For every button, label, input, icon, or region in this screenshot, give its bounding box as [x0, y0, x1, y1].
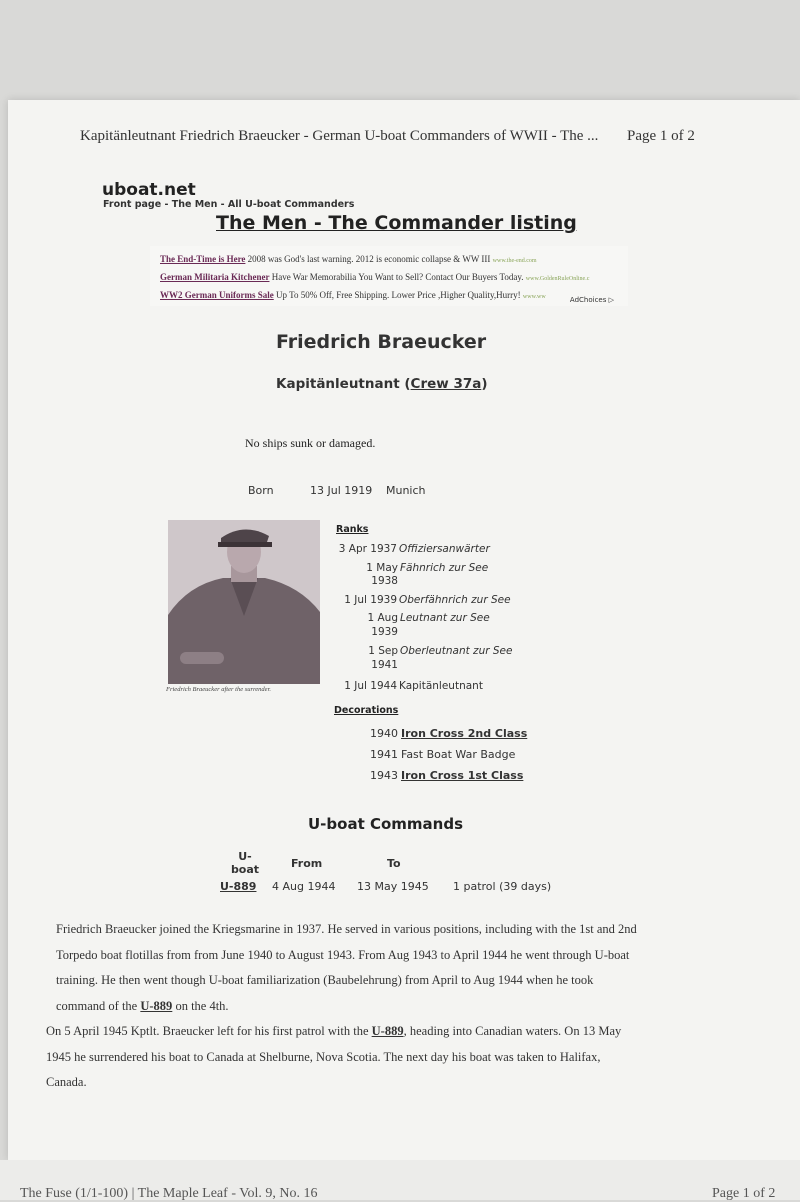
rank-title: Oberfähnrich zur See: [399, 594, 511, 606]
decoration-year: 1940: [370, 727, 398, 740]
breadcrumb[interactable]: Front page - The Men - All U-boat Commanders: [103, 199, 355, 210]
ad-url[interactable]: www.the-end.com: [492, 258, 537, 264]
ad-link[interactable]: The End-Time is Here: [160, 254, 246, 264]
bio-line: training. He then went though U-boat familiarization (Baubelehrung) from April to Aug 1944 when he took: [56, 973, 594, 987]
bio-line: [46, 1019, 736, 1045]
bio-paragraph-1: [56, 917, 746, 1019]
rank-date-year: 1941: [371, 659, 398, 671]
ships-status: No ships sunk or damaged.: [245, 436, 376, 450]
bio-text: , heading into Canadian waters. On 13 May: [403, 1024, 622, 1038]
uboat-link[interactable]: U-889: [220, 880, 257, 893]
adchoices-icon[interactable]: AdChoices ▷: [569, 296, 614, 304]
ad-link[interactable]: WW2 German Uniforms Sale: [160, 290, 274, 300]
ranks-heading: Ranks: [336, 524, 369, 535]
page-heading: The Men - The Commander listing: [216, 212, 577, 234]
ad-item[interactable]: [160, 272, 589, 282]
born-date: 13 Jul 1919: [310, 484, 373, 497]
uboat-link[interactable]: U-889: [371, 1024, 404, 1038]
bio-text: on the 4th.: [172, 998, 229, 1013]
bio-line: Torpedo boat flotillas from from June 1940 to August 1943. From Aug 1943 to April 1944 he went through U-boat: [56, 947, 630, 962]
ad-text: 2008 was God's last warning. 2012 is economic collapse & WW III: [247, 254, 491, 264]
command-patrols: 1 patrol (39 days): [453, 880, 552, 893]
col-header-to: To: [387, 857, 401, 870]
bio-line: [56, 994, 746, 1020]
commander-photo: [168, 520, 320, 684]
rank-date: 1 Sep: [368, 645, 398, 657]
decoration-year: 1943: [370, 769, 398, 782]
rank-title: Kapitänleutnant: [399, 680, 483, 692]
rank-date: 1 May: [366, 562, 398, 574]
rank-date-year: 1938: [371, 575, 398, 587]
ad-block: [150, 246, 628, 306]
rank-date: 3 Apr 1937: [338, 543, 397, 555]
decoration-year: 1941: [370, 748, 398, 761]
decorations-heading: Decorations: [334, 705, 399, 716]
bio-line: Friedrich Braeucker joined the Kriegsmarine in 1937. He served in various positions, including with the 1st and 2nd: [56, 922, 637, 936]
bio-line: Canada.: [46, 1075, 87, 1089]
print-header-title: Kapitänleutnant Friedrich Braeucker - German U-boat Commanders of WWII - The ...: [80, 128, 599, 144]
rank-title: Fähnrich zur See: [400, 562, 489, 574]
photo-caption: Friedrich Braeucker after the surrender.: [166, 686, 271, 693]
rank-label: Kapitänleutnant (: [276, 376, 411, 392]
bio-text: command of the: [56, 998, 141, 1013]
col-header-uboat-2: boat: [230, 863, 260, 876]
underlying-page: [0, 1160, 800, 1200]
rank-suffix: ): [481, 376, 488, 392]
ad-url[interactable]: www.GoldenRuleOnline.c: [525, 276, 590, 282]
rank-date: 1 Jul 1944: [344, 680, 397, 692]
ad-text: Have War Memorabilia You Want to Sell? Contact Our Buyers Today.: [271, 272, 524, 282]
col-header-uboat: U-: [238, 850, 252, 863]
ad-link[interactable]: German Militaria Kitchener: [160, 272, 270, 282]
col-header-from: From: [291, 857, 323, 870]
commands-heading: U-boat Commands: [308, 815, 464, 833]
rank-title: Oberleutnant zur See: [400, 645, 513, 657]
site-logo[interactable]: uboat.net: [102, 180, 196, 200]
ad-text: Up To 50% Off, Free Shipping. Lower Price ,Higher Quality,Hurry!: [276, 290, 521, 300]
decoration-link[interactable]: Iron Cross 2nd Class: [401, 727, 528, 740]
print-header-page: Page 1 of 2: [627, 128, 695, 144]
decoration-link[interactable]: Iron Cross 1st Class: [401, 769, 524, 782]
born-label: Born: [248, 484, 274, 497]
uboat-link[interactable]: U-889: [140, 998, 173, 1013]
underlying-page-text: The Fuse (1/1-100) | The Maple Leaf - Vol. 9, No. 16: [20, 1186, 318, 1201]
command-from: 4 Aug 1944: [272, 880, 336, 893]
bio-line: 1945 he surrendered his boat to Canada at Shelburne, Nova Scotia. The next day his boat was taken to Halifax,: [46, 1049, 601, 1064]
ad-item[interactable]: [160, 254, 537, 264]
rank-title: Offiziersanwärter: [399, 543, 490, 555]
bio-paragraph-2: [46, 1019, 736, 1096]
born-place: Munich: [386, 484, 426, 497]
person-name: Friedrich Braeucker: [276, 331, 487, 353]
underlying-page-number: Page 1 of 2: [712, 1186, 776, 1201]
rank-title: Leutnant zur See: [400, 612, 490, 624]
bio-text: On 5 April 1945 Kptlt. Braeucker left for his first patrol with the: [46, 1024, 372, 1038]
decoration-name: Fast Boat War Badge: [401, 748, 516, 761]
rank-date: 1 Aug: [367, 612, 398, 624]
rank-date-year: 1939: [371, 626, 398, 638]
rank-date: 1 Jul 1939: [344, 594, 397, 606]
crew-link[interactable]: Crew 37a: [410, 376, 482, 392]
command-to: 13 May 1945: [357, 880, 429, 893]
ad-url[interactable]: www.ww: [522, 294, 546, 300]
person-rank: [276, 376, 488, 392]
ad-item[interactable]: [160, 290, 546, 300]
